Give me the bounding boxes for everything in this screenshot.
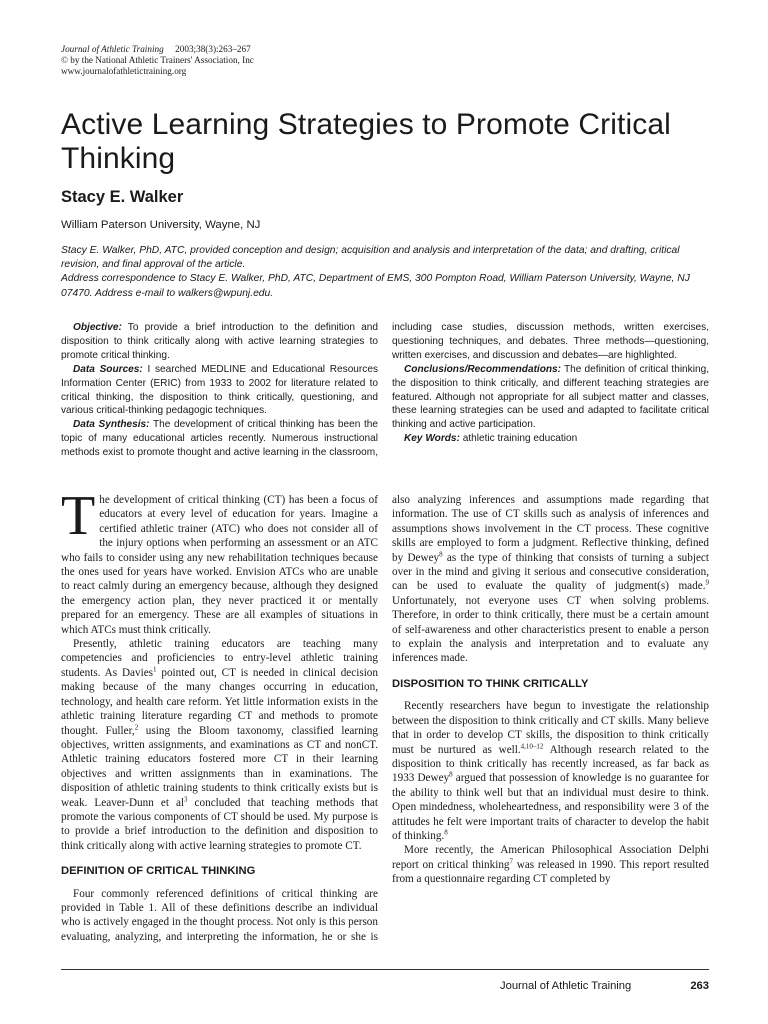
paragraph-text: he development of critical thinking (CT) has been a focus of educators at every level of education for years. Imagine a certified athletic trainer (ATC) who does not consider all of the injury options when performing an assessment or an ATC who fails to consider using any new rehabilitation techniques because the ones used for years have worked. Envision ATCs who are unable to react calmly during an emergency because, although they designed the emergency action plan, they never practiced it or mentally prepared for an emergency. These are all examples of situations in which ATCs must think critically.: [61, 494, 378, 636]
citation-ref: 8: [449, 770, 453, 779]
author-name: Stacy E. Walker: [61, 188, 184, 206]
copyright: © by the National Athletic Trainers' Association, Inc: [61, 55, 254, 65]
paragraph-text: was released in 1990. This report resulted from a questionnaire regarding CT completed by: [392, 858, 710, 886]
abstract-text: To provide a brief introduction to the definition and disposition to think critically along with active learning strategies to promote critical thinking.: [61, 322, 378, 361]
abstract-label: Key Words:: [404, 433, 460, 445]
disposition-paragraph-1: [392, 699, 709, 843]
disposition-paragraph-2: [392, 843, 709, 886]
contributions: Stacy E. Walker, PhD, ATC, provided conception and design; acquisition and analysis and interpretation of the data; and drafting, critical revision, and final approval of the article.: [61, 245, 680, 271]
section-heading-definition: DEFINITION OF CRITICAL THINKING: [61, 865, 256, 878]
abstract-label: Data Synthesis:: [73, 419, 150, 431]
paragraph-text: as the type of thinking that consists of turning a subject over in the mind and giving it serious and consecutive consideration, can be used to evaluate the quality of judgment(s) made.: [392, 551, 710, 593]
abstract-label: Conclusions/Recommendations:: [404, 363, 562, 375]
citation-ref: 1: [153, 665, 157, 674]
citation-ref: 8: [444, 828, 448, 837]
paragraph-text: argued that possession of knowledge is no guarantee for the ability to think well but that an individual must desire to think. Open mindedness, wholeheartedness, and responsibility were 3 of the attitudes he felt were important traits of character to develop the habit of thinking.: [392, 772, 710, 842]
citation-ref: 9: [705, 578, 709, 587]
paragraph-text: Recently researchers have begun to investigate the relationship between the disposition to think critically and CT skills. Many believe that in order to develop CT skills, the disposition to think critically must be nurtured as well.: [392, 700, 709, 756]
paragraph-text: Unfortunately, not everyone uses CT when solving problems. Therefore, in order to think critically, there must be a certain amount of self-awareness and other characteristics present to enable a person to explain the analysis and interpretation and to evaluate any inferences made.: [392, 594, 709, 665]
citation-ref: 2: [134, 722, 139, 731]
abstract-text: The development of critical thinking has been the topic of many educational articles recently. Numerous instructional methods exist to promote thought and active learning in the classroom, including case studies, discussion methods, written exercises, questioning techniques, and debates. Three methods—questioning, written exercises, and discussion and debates—are highlighted.: [61, 322, 709, 459]
citation-ref: 3: [184, 794, 188, 803]
abstract-label: Data Sources:: [73, 363, 143, 375]
paragraph-text: Although research related to the disposition to think critically has recently increased, as far back as 1933 Dewey: [392, 743, 709, 785]
abstract-keywords: [392, 432, 709, 446]
paragraph-text: Four commonly referenced definitions of critical thinking are provided in Table 1. All of these definitions describe an individual who is actively engaged in the thought process. Not only is this person evaluating, analyzing, and interpreting the information, he or she is also analyzing inferences and assumptions made regarding that information. The use of CT skills such as analysis of inferences and assumptions shows involvement in the CT process. These cognitive skills are employed to form a judgment. Reflective thinking, defined by Dewey: [61, 494, 709, 943]
abstract-text: I searched MEDLINE and Educational Resources Information Center (ERIC) from 1933 to 2002 for literature related to critical thinking, the disposition to think critically, questioning, and various critical-thinking pedagogic techniques.: [61, 363, 378, 417]
footer-rule: [61, 969, 709, 970]
abstract-text: athletic training education: [462, 433, 578, 445]
footer-journal: Journal of Athletic Training: [500, 980, 632, 992]
paragraph-text: concluded that teaching methods that promote the various components of CT should be used. My purpose is to provide a brief introduction to the definition and disposition to think critically along with active learning strategies to promote CT.: [61, 796, 378, 852]
citation-ref: 4,10–12: [520, 741, 544, 750]
abstract-conclusions: [392, 363, 709, 433]
abstract-label: Objective:: [73, 322, 122, 333]
affiliation: William Paterson University, Wayne, NJ: [61, 219, 261, 231]
paragraph-text: Presently, athletic training educators are teaching many competencies and proficiencies to entry-level athletic training students. As Davies: [61, 638, 378, 679]
page-footer: [500, 979, 709, 993]
citation-ref: 8: [439, 549, 443, 558]
section-heading-disposition: DISPOSITION TO THINK CRITICALLY: [392, 677, 589, 690]
article-title: Active Learning Strategies to Promote Critical Thinking: [61, 108, 671, 175]
intro-paragraph-2: [61, 637, 378, 853]
author-notes: [61, 244, 716, 301]
paragraph-text: More recently, the American Philosophical Association Delphi report on critical thinking: [392, 844, 709, 871]
correspondence: Address correspondence to Stacy E. Walker, PhD, ATC, Department of EMS, 300 Pompton Road, William Paterson University, Wayne, NJ 07470. Address e-mail to walkers@wpunj.edu.: [61, 273, 690, 299]
citation: 2003;38(3):263–267: [175, 44, 251, 54]
drop-cap: T: [61, 485, 96, 547]
abstract-text: The definition of critical thinking, the disposition to think critically, and different teaching strategies are featured. Although not appropriate for all subject matter and classes, these learning strategies can be used and adapted to facilitate critical thinking and active participation.: [392, 363, 709, 431]
paragraph-text: using the Bloom taxonomy, classified learning objectives, written assignments, and examinations as CT and nonCT. Athletic training educators fostered more CT in their learning objectives and written assignments than in examinations. The disposition of athletic training students to think critically exists but is weak. Leaver-Dunn et al: [61, 724, 378, 809]
abstract: [61, 321, 709, 460]
paragraph-text: pointed out, CT is needed in clinical decision making because of the many changes occurring in education, technology, and health care reform. Yet little information exists in the athletic training literature regarding CT and methods to promote thought. Fuller,: [61, 666, 378, 737]
citation-ref: 7: [509, 857, 514, 866]
journal-header: [61, 44, 254, 77]
journal-name: Journal of Athletic Training: [61, 44, 164, 54]
abstract-sources: [61, 363, 378, 419]
page-number: 263: [690, 980, 709, 992]
article-body: [61, 485, 710, 955]
intro-paragraph-1: [61, 485, 378, 637]
journal-url: www.journalofathletictraining.org: [61, 66, 187, 76]
abstract-objective: [61, 321, 378, 363]
